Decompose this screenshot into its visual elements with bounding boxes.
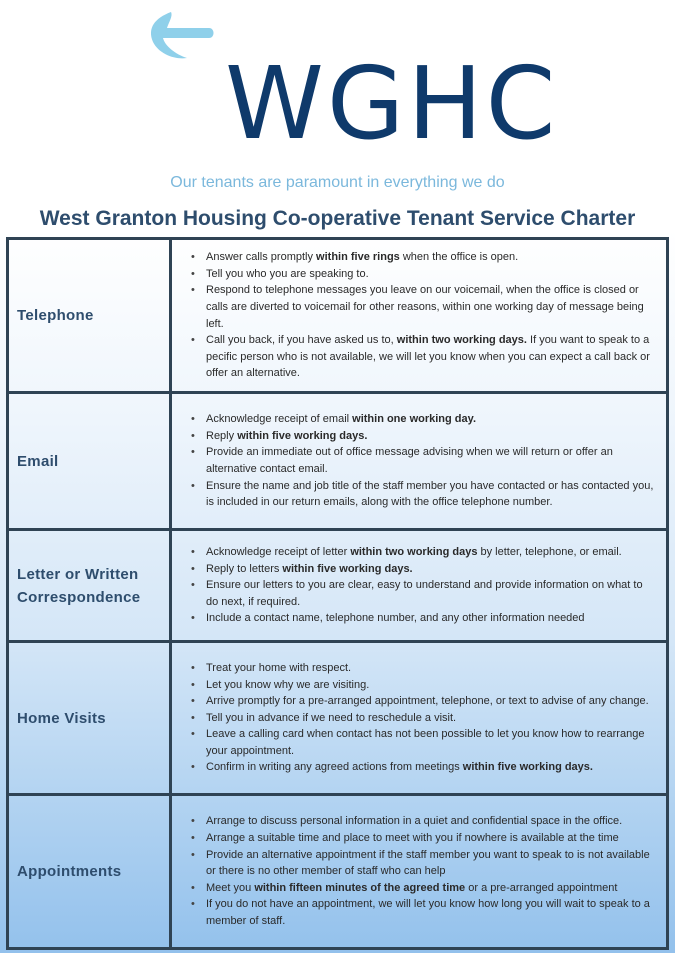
list-item: • Leave a calling card when contact has not been possible to let you know how to rearrange your appointment. xyxy=(206,726,656,759)
charter-table xyxy=(6,237,669,950)
logo-text: WGHC xyxy=(225,45,559,162)
items-cell xyxy=(171,239,668,393)
item-list xyxy=(172,813,666,929)
item-list xyxy=(172,411,666,511)
tagline: Our tenants are paramount in everything we do xyxy=(170,174,505,191)
category-cell: Email xyxy=(8,393,171,530)
list-item: • Arrive promptly for a pre-arranged appointment, telephone, or text to advise of any change. xyxy=(206,693,656,710)
table-row xyxy=(8,795,668,949)
list-item: • Tell you who you are speaking to. xyxy=(206,266,656,283)
list-item: • Provide an immediate out of office message advising when we will return or offer an alternative contact email. xyxy=(206,444,656,477)
list-item: • Confirm in writing any agreed actions from meetings within five working days. xyxy=(206,759,656,776)
list-item: • Meet you within fifteen minutes of the agreed time or a pre-arranged appointment xyxy=(206,880,656,897)
list-item: • Ensure the name and job title of the staff member you have contacted or has contacted you, is included in our return emails, along with the office telephone number. xyxy=(206,478,656,511)
list-item: • Reply within five working days. xyxy=(206,428,656,445)
table-row xyxy=(8,239,668,393)
logo xyxy=(145,8,559,198)
category-cell: Appointments xyxy=(8,795,171,949)
list-item: • Include a contact name, telephone number, and any other information needed xyxy=(206,610,656,627)
table-row xyxy=(8,642,668,795)
list-item: • Ensure our letters to you are clear, easy to understand and provide information on what to do next, if required. xyxy=(206,577,656,610)
table-row xyxy=(8,530,668,642)
arrow-logo-icon xyxy=(145,8,217,64)
table-row xyxy=(8,393,668,530)
category-cell: Telephone xyxy=(8,239,171,393)
list-item: • Arrange a suitable time and place to meet with you if nowhere is available at the time xyxy=(206,830,656,847)
items-cell xyxy=(171,642,668,795)
category-cell: Letter or Written Correspondence xyxy=(8,530,171,642)
items-cell xyxy=(171,795,668,949)
category-cell: Home Visits xyxy=(8,642,171,795)
list-item: • Call you back, if you have asked us to, within two working days. If you want to speak to a pecific person who is not available, we will let you know when you can expect a call back or offer an alternative. xyxy=(206,332,656,382)
item-list xyxy=(172,660,666,776)
list-item: • Let you know why we are visiting. xyxy=(206,677,656,694)
item-list xyxy=(172,544,666,627)
list-item: • Treat your home with respect. xyxy=(206,660,656,677)
items-cell xyxy=(171,530,668,642)
list-item: • If you do not have an appointment, we will let you know how long you will wait to speak to a member of staff. xyxy=(206,896,656,929)
list-item: • Acknowledge receipt of letter within two working days by letter, telephone, or email. xyxy=(206,544,656,561)
list-item: • Reply to letters within five working days. xyxy=(206,561,656,578)
list-item: • Arrange to discuss personal information in a quiet and confidential space in the office. xyxy=(206,813,656,830)
list-item: • Respond to telephone messages you leave on our voicemail, when the office is closed or calls are diverted to voicemail for other reasons, within one working day of message being left. xyxy=(206,282,656,332)
list-item: • Tell you in advance if we need to reschedule a visit. xyxy=(206,710,656,727)
item-list xyxy=(172,249,666,382)
page-title: West Granton Housing Co-operative Tenant Service Charter xyxy=(39,207,636,230)
list-item: • Answer calls promptly within five rings when the office is open. xyxy=(206,249,656,266)
items-cell xyxy=(171,393,668,530)
list-item: • Provide an alternative appointment if the staff member you want to speak to is not available or there is no other member of staff who can help xyxy=(206,847,656,880)
list-item: • Acknowledge receipt of email within one working day. xyxy=(206,411,656,428)
